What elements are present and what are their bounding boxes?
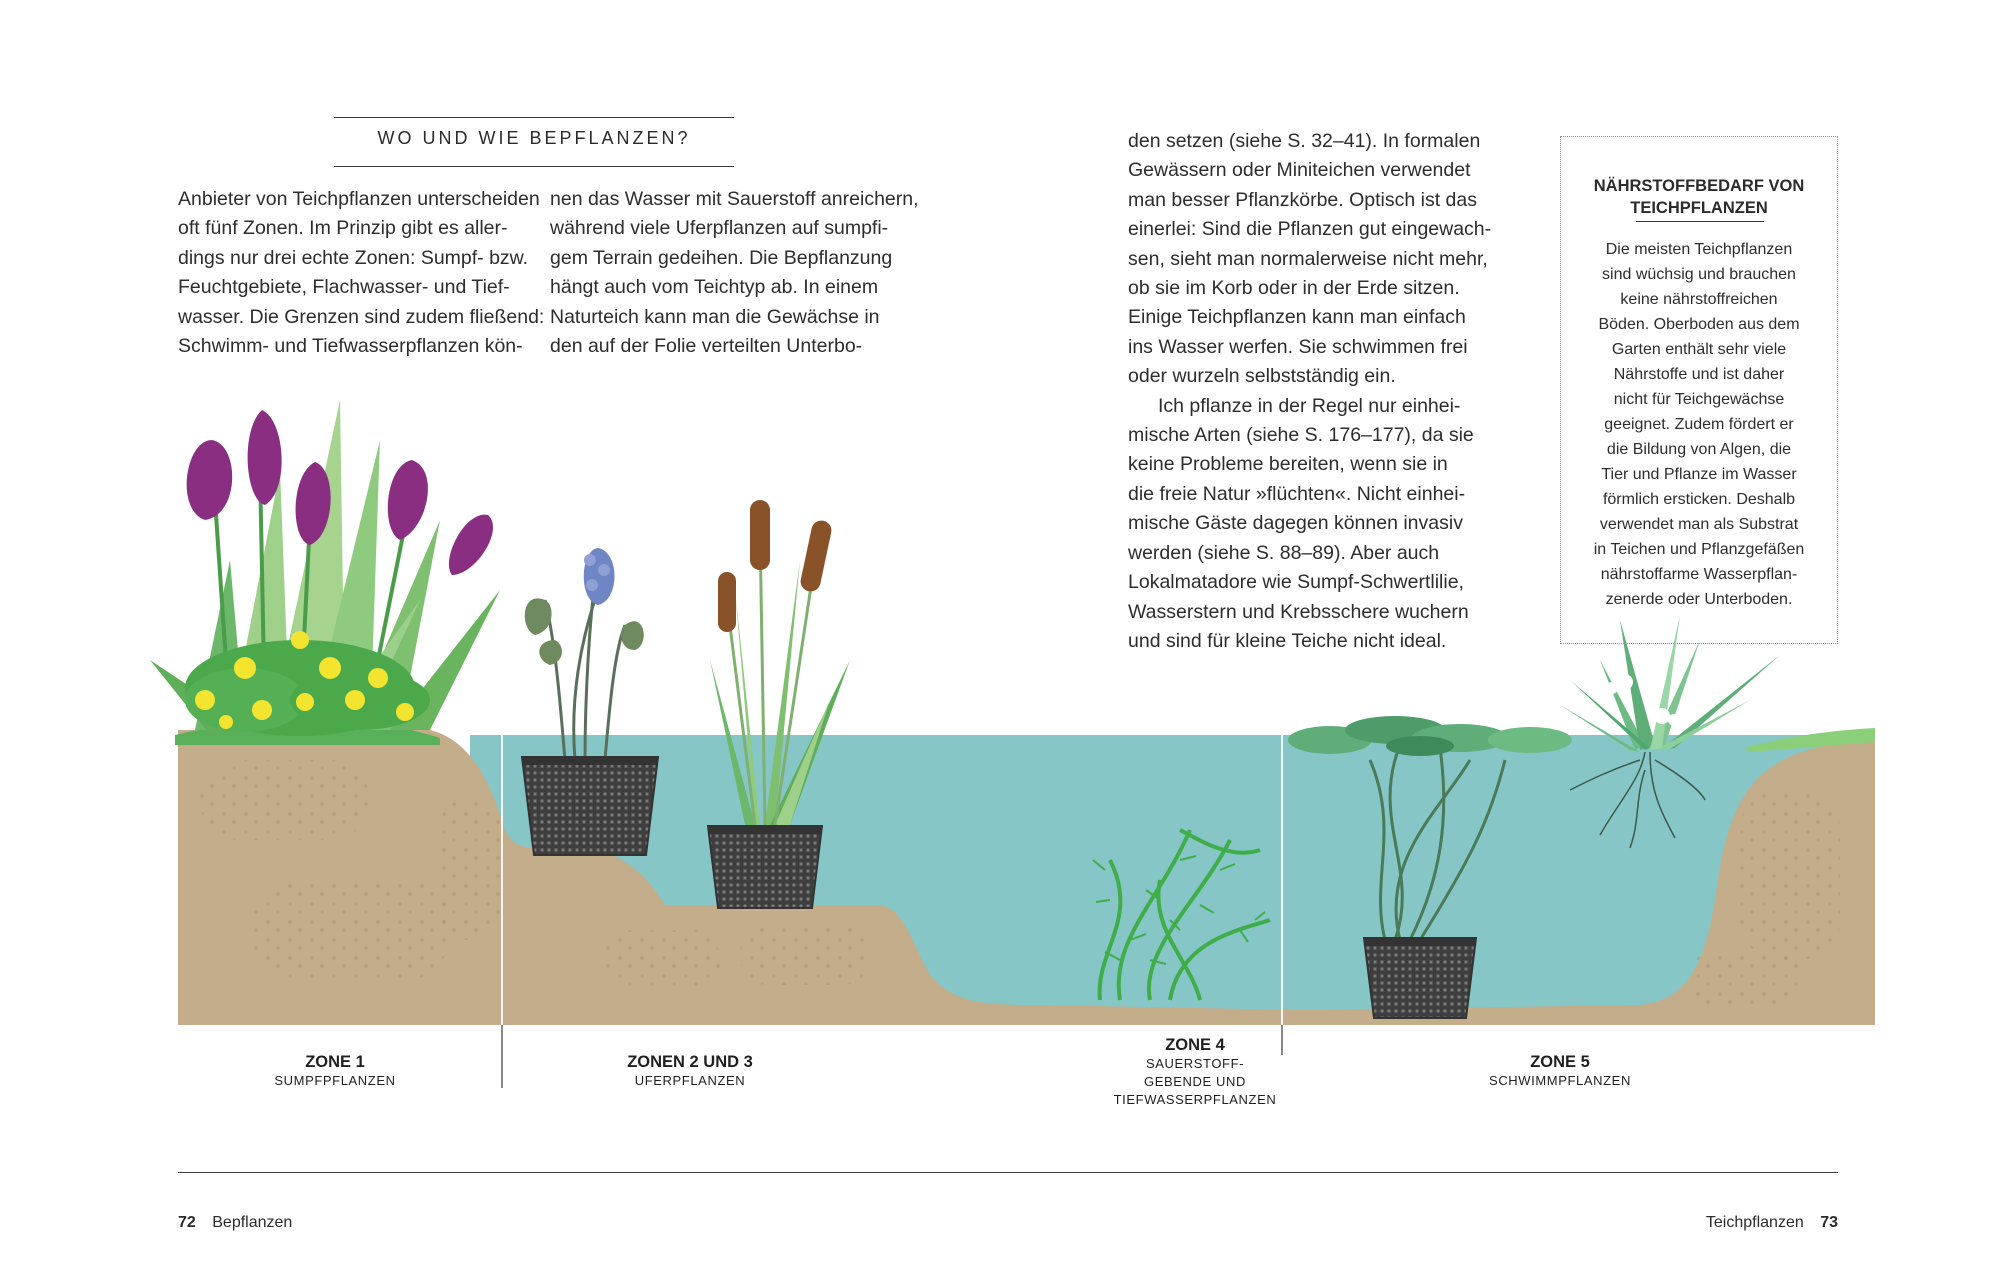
sidebar-line: keine nährstoffreichen — [1620, 291, 1778, 308]
zone-2-3-label — [590, 1052, 790, 1090]
zone-description — [1460, 1072, 1660, 1090]
planting-basket — [708, 826, 822, 908]
text-line: einerlei: Sind die Pflanzen gut eingewach- — [1128, 218, 1492, 241]
text-line: mische Gäste dagegen können invasiv — [1128, 512, 1463, 535]
zone-1-label — [235, 1052, 435, 1090]
text-line: gem Terrain gedeihen. Die Bepflanzung — [550, 246, 893, 269]
heading-rule-top — [334, 117, 734, 118]
text-line: Wasserstern und Krebsschere wuchern — [1128, 600, 1469, 623]
text-line: oder wurzeln selbstständig ein. — [1128, 365, 1396, 388]
text-line: werden (siehe S. 88–89). Aber auch — [1128, 541, 1440, 564]
sidebar-line: die Bildung von Algen, die — [1606, 441, 1792, 458]
text-line: Feuchtgebiete, Flachwasser- und Tief- — [178, 276, 510, 299]
pickerel-weed-plant — [525, 548, 644, 760]
zone-desc-line: UFERPFLANZEN — [634, 1073, 746, 1088]
text-line: Lokalmatadore wie Sumpf-Schwertlilie, — [1128, 571, 1464, 594]
text-line: die freie Natur »flüchten«. Nicht einhei- — [1128, 482, 1466, 505]
footer-rule — [178, 1172, 1838, 1173]
sidebar-line: verwendet man als Substrat — [1599, 516, 1799, 533]
footer-right — [1600, 1214, 1838, 1232]
sidebar-line: nicht für Teichgewächse — [1613, 391, 1785, 408]
page-number-left: 72 — [178, 1214, 196, 1231]
sidebar-body — [1561, 237, 1837, 612]
running-title-left: Bepflanzen — [212, 1214, 293, 1231]
zone-desc-line: GEBENDE UND — [1144, 1074, 1246, 1089]
sidebar-line: Garten enthält sehr viele — [1611, 341, 1787, 358]
text-column-2 — [550, 185, 919, 361]
zone-desc-line: SUMPFPFLANZEN — [274, 1073, 396, 1088]
text-line: Einige Teichpflanzen kann man einfach — [1128, 306, 1466, 329]
text-line: mische Arten (siehe S. 176–177), da sie — [1128, 424, 1474, 447]
text-line: Ich pflanze in der Regel nur einhei- — [1158, 394, 1461, 417]
text-column-3 — [1128, 127, 1508, 656]
zone-description — [1095, 1055, 1295, 1109]
text-line: ins Wasser werfen. Sie schwimmen frei — [1128, 335, 1468, 358]
zone-name: ZONE 1 — [305, 1053, 365, 1071]
text-line: den setzen (siehe S. 32–41). In formalen — [1128, 130, 1481, 152]
zone-name: ZONE 4 — [1165, 1036, 1225, 1054]
text-line: hängt auch vom Teichtyp ab. In einem — [550, 276, 879, 299]
text-line: wasser. Die Grenzen sind zudem fließend: — [178, 305, 545, 328]
sidebar-line: Böden. Oberboden aus dem — [1598, 316, 1800, 333]
page-number-right: 73 — [1820, 1214, 1838, 1231]
planting-basket — [522, 757, 658, 855]
zone-description — [590, 1072, 790, 1090]
text-column-1 — [178, 185, 545, 361]
text-line: sen, sieht man normalerweise nicht mehr, — [1128, 247, 1488, 270]
text-line: Schwimm- und Tiefwasserpflanzen kön- — [178, 335, 523, 358]
sidebar-line: Die meisten Teichpflanzen — [1605, 241, 1793, 258]
footer-left — [178, 1214, 292, 1232]
zone-desc-line: SCHWIMMPFLANZEN — [1489, 1073, 1631, 1088]
zone-name: ZONE 5 — [1530, 1053, 1590, 1071]
zone-desc-line: TIEFWASSERPFLANZEN — [1113, 1092, 1277, 1107]
text-line: man besser Pflanzkörbe. Optisch ist das — [1128, 188, 1477, 211]
sidebar-line: förmlich ersticken. Deshalb — [1602, 491, 1796, 508]
text-line: keine Probleme bereiten, wenn sie in — [1128, 453, 1448, 476]
text-line: Gewässern oder Miniteichen verwendet — [1128, 159, 1471, 182]
text-line: Naturteich kann man die Gewächse in — [550, 305, 880, 328]
text-line: nen das Wasser mit Sauerstoff anreichern, — [550, 188, 919, 210]
text-line: Anbieter von Teichpflanzen unterscheiden — [178, 188, 540, 210]
zone-desc-line: SAUERSTOFF- — [1145, 1056, 1245, 1071]
text-line: ob sie im Korb oder in der Erde sitzen. — [1128, 277, 1460, 300]
text-line: während viele Uferpflanzen auf sumpfi- — [550, 217, 889, 240]
zone-5-label — [1460, 1052, 1660, 1090]
zone-name: ZONEN 2 UND 3 — [627, 1053, 753, 1071]
text-line: oft fünf Zonen. Im Prinzip gibt es aller- — [178, 217, 508, 240]
sidebar-line: sind wüchsig und brauchen — [1602, 266, 1796, 283]
heading-rule-bottom — [334, 166, 734, 167]
zone-description — [235, 1072, 435, 1090]
sidebar-line: Nährstoffe und ist daher — [1613, 366, 1785, 383]
zone-4-label — [1095, 1035, 1295, 1109]
running-title-right: Teichpflanzen — [1705, 1214, 1804, 1231]
sidebar-title-line: TEICHPFLANZEN — [1630, 199, 1768, 217]
text-line: den auf der Folie verteilten Unterbo- — [550, 335, 863, 358]
section-heading: WO UND WIE BEPFLANZEN? — [377, 128, 691, 148]
sidebar-line: zenerde oder Unterboden. — [1605, 591, 1793, 608]
sidebar-title — [1561, 175, 1837, 219]
sidebar-line: in Teichen und Pflanzgefäßen — [1593, 541, 1805, 558]
sidebar-line: geeignet. Zudem fördert er — [1604, 416, 1794, 433]
sidebar-line: Tier und Pflanze im Wasser — [1601, 466, 1797, 483]
planting-basket — [1364, 938, 1476, 1018]
sidebar-title-line: NÄHRSTOFFBEDARF VON — [1593, 177, 1805, 195]
text-line: und sind für kleine Teiche nicht ideal. — [1128, 629, 1447, 652]
text-line: dings nur drei echte Zonen: Sumpf- bzw. — [178, 246, 529, 269]
sidebar-title-underline — [1636, 221, 1764, 222]
nutrient-sidebar-box — [1560, 136, 1838, 644]
sidebar-line: nährstoffarme Wasserpflan- — [1600, 566, 1798, 583]
